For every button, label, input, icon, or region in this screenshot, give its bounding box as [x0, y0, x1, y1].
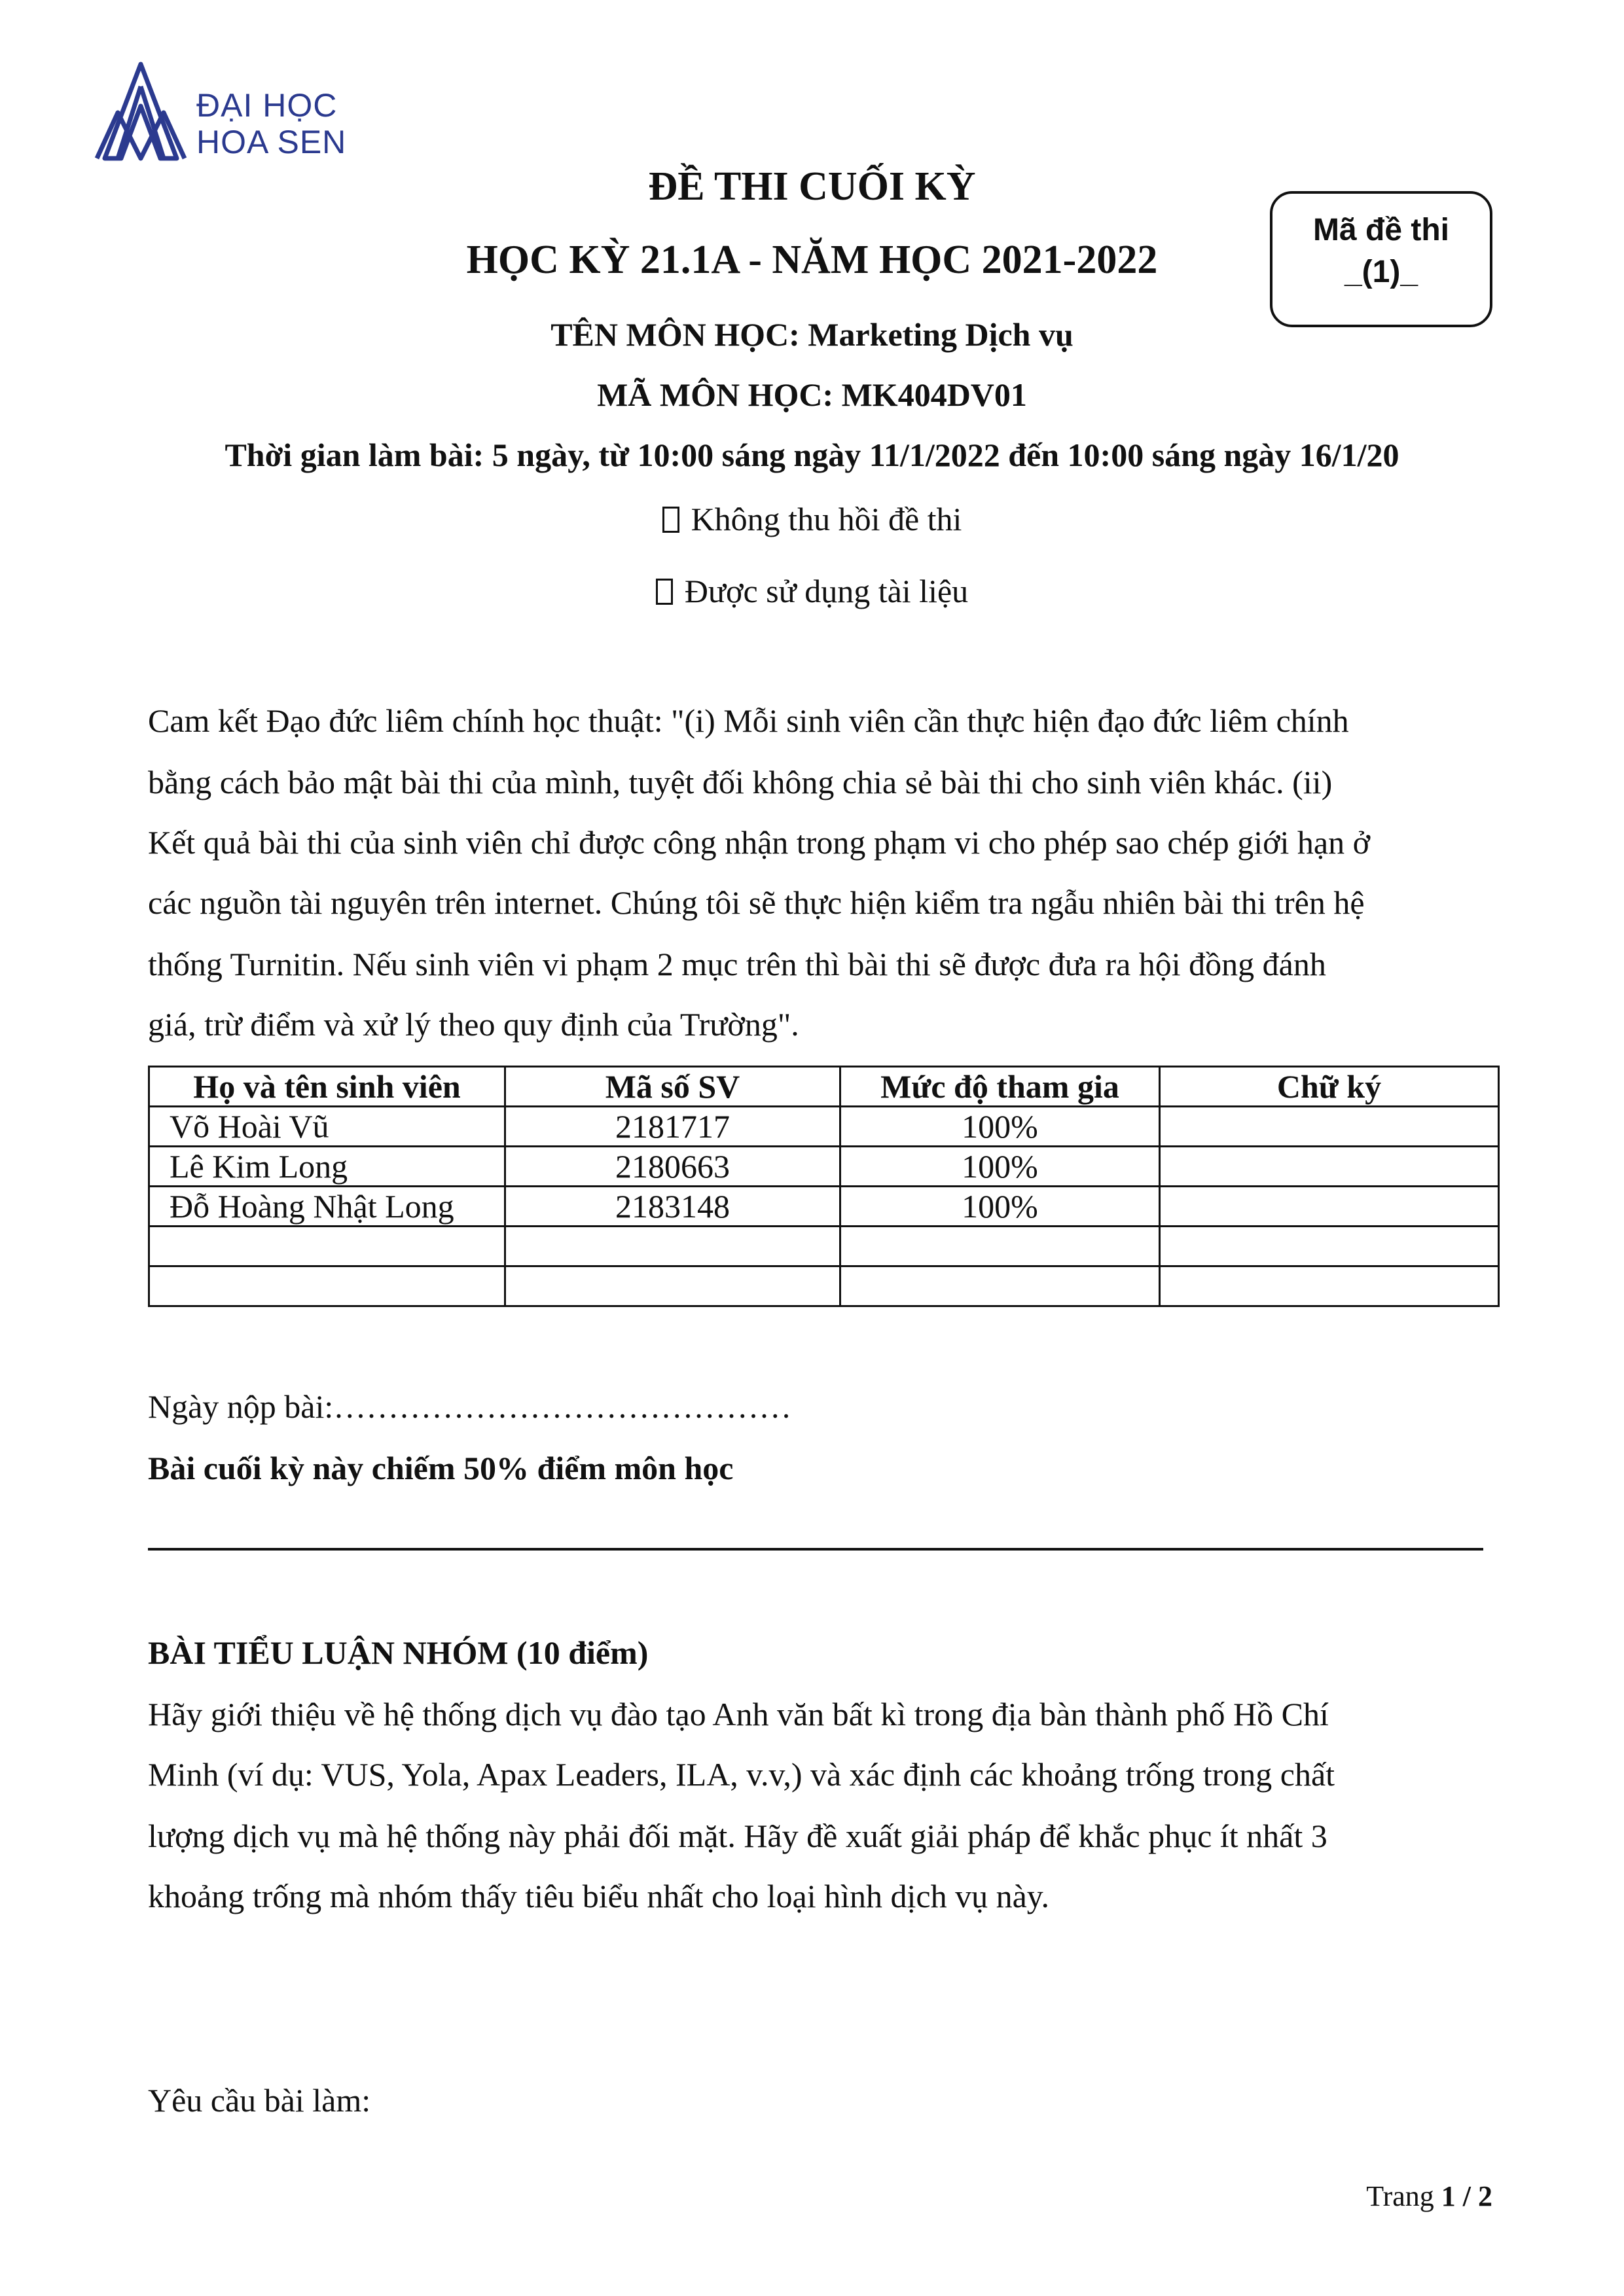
table-row	[149, 1227, 1499, 1266]
commitment-line: Kết quả bài thi của sinh viên chỉ được công nhận trong phạm vi cho phép sao chép giới hạn ở	[148, 824, 1371, 861]
table-row	[149, 1147, 1499, 1187]
student-name-cell	[149, 1227, 505, 1266]
page-number	[1335, 2179, 1492, 2213]
checkbox-icon	[656, 579, 673, 605]
student-name-cell: Võ Hoài Vũ	[149, 1107, 505, 1147]
student-id-cell: 2183148	[505, 1187, 840, 1227]
header-student-name: Họ và tên sinh viên	[149, 1067, 505, 1107]
participation-cell	[840, 1266, 1160, 1306]
header-student-id: Mã số SV	[505, 1067, 840, 1107]
exam-duration: Thời gian làm bài: 5 ngày, từ 10:00 sáng ngày 11/1/2022 đến 10:00 sáng ngày 16/1/20	[225, 437, 1399, 473]
exam-code-value: _(1)_	[1344, 255, 1418, 289]
participation-cell: 100%	[840, 1147, 1160, 1187]
exam-code-label: Mã đề thi	[1312, 213, 1449, 247]
course-name: TÊN MÔN HỌC: Marketing Dịch vụ	[550, 316, 1074, 353]
hoa-sen-lotus-icon	[92, 60, 190, 165]
participation-cell	[840, 1227, 1160, 1266]
signature-cell	[1160, 1147, 1499, 1187]
table-row	[149, 1187, 1499, 1227]
participation-cell: 100%	[840, 1107, 1160, 1147]
weight-note: Bài cuối kỳ này chiếm 50% điểm môn học	[148, 1450, 734, 1486]
option-no-collect-label: Không thu hồi đề thi	[691, 501, 962, 537]
essay-line: Hãy giới thiệu về hệ thống dịch vụ đào tạo Anh văn bất kì trong địa bàn thành phố Hồ Chí	[148, 1696, 1329, 1732]
signature-cell	[1160, 1266, 1499, 1306]
student-id-cell	[505, 1266, 840, 1306]
requirements-label: Yêu cầu bài làm:	[148, 2082, 371, 2119]
exam-term: HỌC KỲ 21.1A - NĂM HỌC 2021-2022	[466, 238, 1158, 282]
signature-cell	[1160, 1227, 1499, 1266]
checkbox-icon	[662, 507, 679, 533]
option-no-collect	[0, 500, 1624, 538]
commitment-line: thống Turnitin. Nếu sinh viên vi phạm 2 mục trên thì bài thi sẽ được đưa ra hội đồng đánh	[148, 946, 1326, 982]
option-materials-label: Được sử dụng tài liệu	[684, 573, 969, 609]
commitment-line: Cam kết Đạo đức liêm chính học thuật: "(i) Mỗi sinh viên cần thực hiện đạo đức liêm chính	[148, 702, 1349, 739]
university-logo	[92, 60, 367, 165]
course-code: MÃ MÔN HỌC: MK404DV01	[597, 376, 1027, 413]
logo-line-1: ĐẠI HỌC	[196, 87, 338, 124]
commitment-line: các nguồn tài nguyên trên internet. Chúng tôi sẽ thực hiện kiểm tra ngẫu nhiên bài thi trên hệ	[148, 884, 1365, 921]
student-name-cell: Đỗ Hoàng Nhật Long	[149, 1187, 505, 1227]
essay-line: khoảng trống mà nhóm thấy tiêu biểu nhất cho loại hình dịch vụ này.	[148, 1878, 1050, 1914]
signature-cell	[1160, 1107, 1499, 1147]
student-id-cell: 2181717	[505, 1107, 840, 1147]
submission-date: Ngày nộp bài:……………………………………	[148, 1388, 792, 1425]
header-participation: Mức độ tham gia	[840, 1067, 1160, 1107]
option-materials-allowed	[0, 572, 1624, 610]
signature-cell	[1160, 1187, 1499, 1227]
header-signature: Chữ ký	[1160, 1067, 1499, 1107]
table-row	[149, 1107, 1499, 1147]
table-header-row	[149, 1067, 1499, 1107]
commitment-line: bằng cách bảo mật bài thi của mình, tuyệt đối không chia sẻ bài thi cho sinh viên khác. (ii)	[148, 764, 1333, 800]
student-table	[148, 1066, 1500, 1307]
commitment-line: giá, trừ điểm và xử lý theo quy định của Trường".	[148, 1006, 799, 1043]
student-id-cell: 2180663	[505, 1147, 840, 1187]
page-prefix: Trang	[1366, 2180, 1441, 2212]
divider	[148, 1548, 1483, 1551]
essay-heading: BÀI TIỂU LUẬN NHÓM (10 điểm)	[148, 1634, 649, 1671]
essay-line: Minh (ví dụ: VUS, Yola, Apax Leaders, ILA, v.v,) và xác định các khoảng trống trong chất	[148, 1756, 1335, 1793]
page-number-value: 1 / 2	[1441, 2180, 1492, 2212]
exam-title: ĐỀ THI CUỐI KỲ	[648, 164, 976, 209]
table-row	[149, 1266, 1499, 1306]
student-name-cell	[149, 1266, 505, 1306]
student-id-cell	[505, 1227, 840, 1266]
essay-line: lượng dịch vụ mà hệ thống này phải đối mặt. Hãy đề xuất giải pháp để khắc phục ít nhất 3	[148, 1818, 1327, 1854]
student-name-cell: Lê Kim Long	[149, 1147, 505, 1187]
logo-line-2: HOA SEN	[196, 124, 347, 160]
participation-cell: 100%	[840, 1187, 1160, 1227]
